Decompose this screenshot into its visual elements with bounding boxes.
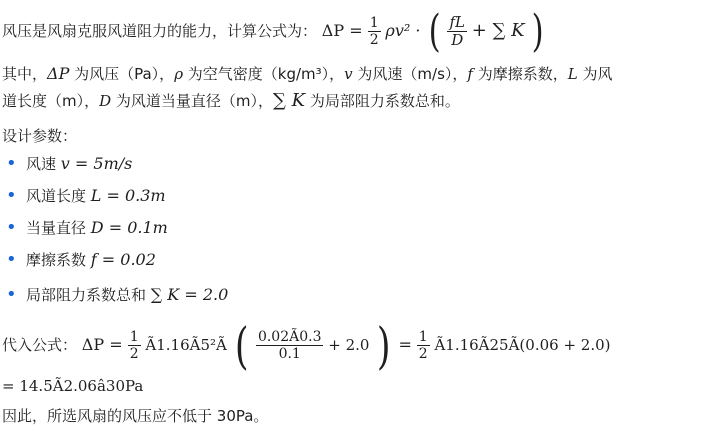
substitution-inner-fraction bbox=[256, 329, 324, 362]
legend-symbol-sum-k: ∑ K bbox=[273, 90, 306, 111]
intro-line bbox=[2, 6, 547, 56]
bullet-dot: • bbox=[6, 217, 17, 238]
legend-text: 为摩擦系数， bbox=[472, 65, 568, 83]
substitution-right-paren: ) bbox=[377, 316, 391, 375]
substitution-rhs-den: 2 bbox=[418, 346, 428, 362]
legend-symbol-D: D bbox=[99, 92, 112, 110]
param-label: 风道长度 bbox=[26, 187, 91, 205]
legend-symbol-v: v bbox=[344, 65, 353, 83]
param-math: L = 0.3m bbox=[90, 186, 166, 205]
substitution-inner-den: 0.1 bbox=[278, 346, 301, 362]
legend-text: 为风压（Pa）， bbox=[69, 65, 175, 83]
formula-fl-den: D bbox=[451, 31, 464, 49]
substitution-equals: = bbox=[398, 335, 412, 354]
conclusion-text: 因此，所选风扇的风压应不低于 30Pa。 bbox=[2, 407, 269, 425]
bullet-dot: • bbox=[6, 185, 17, 206]
param-label: 局部阻力系数总和 bbox=[26, 286, 151, 304]
param-label: 风速 bbox=[26, 155, 61, 173]
param-label: 摩擦系数 bbox=[26, 251, 91, 269]
param-math: ∑ K = 2.0 bbox=[150, 285, 229, 304]
intro-text: 风压是风扇克服风道阻力的能力，计算公式为： bbox=[2, 22, 318, 40]
formula-fl-num: fL bbox=[449, 12, 465, 31]
substitution-label: 代入公式： bbox=[2, 336, 78, 354]
legend-text: 为局部阻力系数总和。 bbox=[305, 92, 460, 110]
formula-right-paren: ) bbox=[531, 5, 544, 57]
bullet-dot: • bbox=[6, 284, 17, 305]
legend-symbol-f: f bbox=[467, 65, 473, 83]
substitution-rhs-half bbox=[417, 329, 430, 362]
param-label: 当量直径 bbox=[26, 219, 91, 237]
param-math: f = 0.02 bbox=[90, 250, 156, 269]
legend-symbol-dp: ΔP bbox=[47, 64, 70, 83]
legend-text: 为空气密度（kg/m³）， bbox=[183, 65, 345, 83]
substitution-left-paren: ( bbox=[234, 316, 249, 375]
substitution-plus: + 2.0 bbox=[328, 336, 370, 354]
list-item bbox=[0, 216, 700, 240]
formula-half bbox=[368, 15, 381, 48]
legend-text: 道长度（m）， bbox=[2, 92, 100, 110]
substitution-lhs: ΔP = bbox=[81, 335, 128, 354]
legend-text: 其中， bbox=[2, 65, 48, 83]
params-heading: 设计参数： bbox=[2, 127, 78, 145]
formula-rho-v2: ρv² · bbox=[385, 21, 426, 40]
substitution-half-den: 2 bbox=[129, 346, 139, 362]
legend-symbol-L: L bbox=[567, 65, 578, 83]
bullet-dot: • bbox=[6, 153, 17, 174]
formula-half-num: 1 bbox=[369, 14, 379, 31]
formula-plus-sum: + ∑ K bbox=[471, 20, 525, 41]
legend-line-2 bbox=[2, 88, 460, 114]
substitution-half bbox=[128, 329, 141, 362]
result-line: = 14.5Ã2.06â30Pa bbox=[2, 377, 144, 395]
param-math: v = 5m/s bbox=[60, 154, 133, 173]
substitution-rhs-num: 1 bbox=[418, 328, 428, 345]
list-item bbox=[0, 152, 700, 176]
legend-text: 为风速（m/s）， bbox=[352, 65, 468, 83]
substitution-rhs: Ã1.16Ã25Ã(0.06 + 2.0) bbox=[434, 336, 611, 354]
bullet-dot: • bbox=[6, 249, 17, 270]
legend-text: 为风道当量直径（m）， bbox=[111, 92, 274, 110]
substitution-inner-num: 0.02Ã0.3 bbox=[257, 328, 322, 345]
formula-lhs: ΔP = bbox=[321, 21, 368, 40]
list-item bbox=[0, 248, 700, 272]
legend-symbol-rho: ρ bbox=[174, 65, 184, 83]
substitution-line bbox=[2, 316, 611, 375]
list-item bbox=[0, 184, 700, 208]
param-math: D = 0.1m bbox=[90, 218, 168, 237]
formula-fl-fraction bbox=[447, 14, 467, 50]
substitution-mid: Ã1.16Ã5²Ã bbox=[145, 336, 227, 354]
formula-left-paren: ( bbox=[428, 5, 441, 57]
substitution-half-num: 1 bbox=[129, 328, 139, 345]
legend-text: 为风 bbox=[577, 65, 613, 83]
list-item bbox=[0, 280, 700, 310]
legend-line-1 bbox=[2, 62, 613, 86]
formula-half-den: 2 bbox=[369, 32, 379, 48]
